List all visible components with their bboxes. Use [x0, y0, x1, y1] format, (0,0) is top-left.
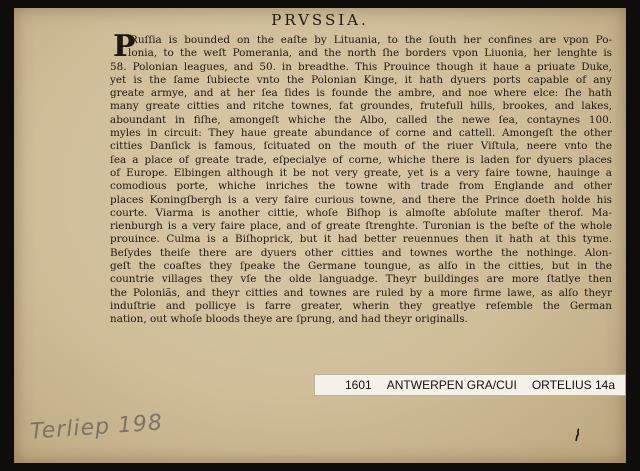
catalog-label [314, 374, 626, 396]
text-line: myles in circuit: They haue greate abundance of corne and cattell. Amongeſt the other [110, 127, 612, 140]
text-line: countrie villages they vſe the olde languadge. Theyr buildinges are more ſtatlye then [110, 273, 612, 286]
text-line: prouince. Culma is a Biſhoprick, but it had better reuennues then it hath at this tyme. [110, 233, 612, 246]
label-source: ANTWERPEN GRA/CUI [386, 378, 517, 392]
label-year: 1601 [345, 378, 372, 392]
ink-mark-icon [574, 428, 582, 442]
text-line: rienburgh is a very faire place, and of greate ſtrenghte. Turonian is the beſte of the whole [110, 220, 612, 233]
text-line: greate armye, and at her ſea ſides is founde the ambre, and noe where elce: ſhe hath [110, 87, 612, 100]
text-line: Beſydes theiſe there are dyuers other citties and townes worthe the nothinge. Alon- [110, 246, 612, 259]
page-title: PRVSSIA. [271, 11, 369, 29]
text-line: courte. Viarma is another cittie, whoſe Biſhop is almoſte abſolute maſter therof. Ma- [110, 206, 612, 219]
map-verso-page [14, 8, 626, 463]
text-line: of Europe. Elbingen although it be not very greate, yet is a very faire towne, hauinge a [110, 166, 612, 179]
text-line: geſt the coaſtes they ſpeake the Germane toungue, as alſo in the citties, but in the [110, 260, 612, 273]
text-line: many greate citties and ritche townes, fat groundes, frutefull hills, brookes, and lakes, [110, 100, 612, 113]
text-line: comodious porte, whiche inriches the towne with trade from Englande and other [110, 180, 612, 193]
text-line: Ruſſia is bounded on the eaſte by Lituania, to the ſouth her confines are vpon Po- [130, 34, 612, 46]
text-line: nation, out whoſe bloods theye are ſprung, and had theyr originalls. [110, 313, 468, 326]
text-line: aboundant in fiſhe, amongeſt whiche the Albo, called the newe ſea, contaynes 100. [110, 113, 612, 126]
text-line: citties Danſick is famous, ſcituated on the mouth of the riuer Viſtula, neere vnto the [110, 140, 612, 153]
text-line: places Koningſbergh is a very faire curious towne, and there the Prince doeth holde his [110, 193, 612, 206]
description-text [110, 29, 612, 327]
text-line: lonia, to the weſt Pomerania, and the north ſhe borders vpon Liuonia, her lenghte is [128, 47, 612, 60]
text-line: 58. Polonian leagues, and 50. in breadthe. This Prouince though it haue a priuate Duke, [110, 60, 612, 73]
label-reference: ORTELIUS 14a [531, 378, 615, 392]
drop-cap: P [113, 29, 136, 64]
pencil-annotation: Terliep 198 [29, 410, 164, 445]
text-line: the Poloniãs, and theyr citties and townes are ruled by a more firme lawe, as alſo theyr [110, 286, 612, 299]
text-line: induſtrie and pollicye is farre greater, wherin they greatlye reſemble the German [110, 299, 612, 312]
text-line: yet is the ſame ſubiecte vnto the Polonian Kinge, it hath dyuers ports capable of any [110, 73, 612, 86]
text-line: ſea a place of greate trade, eſpecialye of corne, whiche there is laden for dyuers places [110, 153, 612, 166]
